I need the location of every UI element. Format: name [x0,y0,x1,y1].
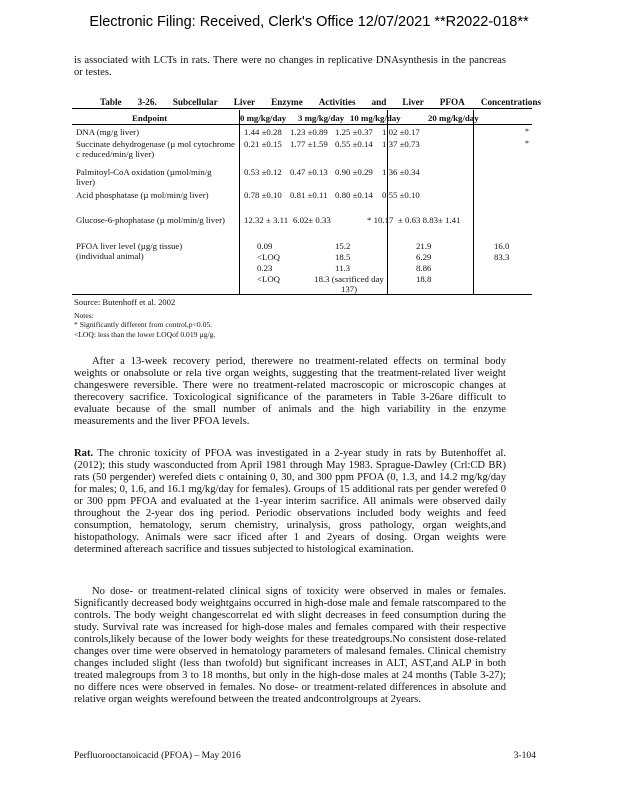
cell: 1.77 ±1.59 [290,139,328,149]
cell: 11.3 [335,263,351,273]
significance-mark: * [525,127,529,136]
cell: 0.55 ±0.14 [335,139,373,149]
cell: 18.8 [416,274,432,284]
cell: 0.78 ±0.10 [244,190,282,200]
filing-header: Electronic Filing: Received, Clerk's Office 12/07/2021 **R2022-018** [89,14,529,30]
table-head-dose-10: 10 mg/kg/day [350,113,401,123]
cell: 1.23 ±0.89 [290,127,328,137]
footer-doc-title: Perfluorooctanoicacid (PFOA) – May 2016 [74,750,241,761]
cell: ± 0.63 8.83± 1.41 [398,215,461,225]
intro-paragraph: is associated with LCTs in rats. There were no changes in replicative DNAsynthesis in the pancreas or testes. [74,55,506,78]
table-head-dose-0: 0 mg/kg/day [240,113,287,123]
cell: 0.81 ±0.11 [290,190,328,200]
table-head-endpoint: Endpoint [132,113,168,123]
cell: 12.32 ± 3.11 [244,215,289,225]
body-paragraph: No dose- or treatment-related clinical signs of toxicity were observed in males or females. Significantly decreased body weightgains occurred in high-dose male and female ratscompared to the controls. The body weight changescorrelat ed with slight decreases in feed consumption during the study. Survival rate was increased for high-dose males and females compared with their respective controls,likely because of the lower body weights for these treatedgroups.No consistent dose-related changes over time were observed in hematology parameters of malesand females. Clinical chemistry changes included slight (less than twofold) but significant increases in ALT, AST,and ALP in both treated malegroups from 3 to 18 months, but only in the high-dose males at 24 months (Table 3-27); no differe nces were observed in females. No dose- or treatment-related differences in absolute and relative organ weights werefound between the treated andcontrolgroups at 2years. [74,586,506,705]
rat-label: Rat. [74,448,94,459]
cell: 0.90 ±0.29 [335,167,373,177]
row-label-succinate: Succinate dehydrogenase (µ mol cytochrome c reduced/min/g liver) [76,139,235,159]
cell: 0.21 ±0.15 [244,139,282,149]
row-label-glucose: Glucose-6-phophatase (µ mol/min/g liver) [76,215,225,225]
table-head-dose-20: 20 mg/kg/day [428,113,479,123]
cell: 16.0 [494,241,510,251]
table-rule-bottom [72,294,532,295]
cell: 21.9 [416,241,432,251]
cell: <LOQ [257,252,281,262]
cell: 1.37 ±0.73 [382,139,420,149]
cell: <LOQ [257,274,281,284]
table-rule-head [72,124,532,125]
row-label-pfoa-level: PFOA liver level (µg/g tissue) (individual animal) [76,241,183,261]
cell: * 10.17 [367,215,394,225]
page-number: 3-104 [513,750,536,761]
cell: 83.3 [494,252,510,262]
table-caption: Table 3-26. Subcellular Liver Enzyme Activities and Liver PFOA Concentrations [100,97,542,107]
cell: 0.53 ±0.12 [244,167,282,177]
cell: 1.25 ±0.37 [335,127,373,137]
cell: 15.2 [335,241,351,251]
cell: 0.80 ±0.14 [335,190,373,200]
significance-mark: * [525,139,529,148]
body-paragraph: After a 13-week recovery period, therewere no treatment-related effects on terminal body weights or onabsolute or rela tive organ weights, suggesting that the treatment-related liver weight changeswere reversible. There were no treatment-related macroscopic or microscopic changes at therecovery sacrifice. Toxicological significance of the parameters in Table 3-26are difficult to evaluate because of the small number of animals and the high variability in the enzyme measurements and the liver PFOA levels. [74,356,506,427]
table-note: <LOQ: less than the lower LOQof 0.019 µg/g. [74,330,216,339]
cell: 18.5 [335,252,351,262]
cell: 0.55 ±0.10 [382,190,420,200]
cell: 1.36 ±0.34 [382,167,420,177]
row-label-acid-phosphatase: Acid phosphatase (µ mol/min/g liver) [76,190,209,200]
body-paragraph [74,448,506,556]
cell: 1.44 ±0.28 [244,127,282,137]
page-footer [74,750,536,761]
cell: 6.29 [416,252,432,262]
table-head-dose-3: 3 mg/kg/day [298,113,345,123]
table-col-divider [473,110,474,294]
cell: 1.02 ±0.17 [382,127,420,137]
table-col-divider [387,110,388,294]
cell: 0.23 [257,263,273,273]
cell: 8.86 [416,263,432,273]
table-notes-title: Notes: [74,311,94,320]
row-label-palmitoyl: Palmitoyl-CoA oxidation (µmol/min/g liver) [76,167,212,187]
table-source: Source: Butenhoff et al. 2002 [74,297,176,307]
cell: 0.47 ±0.13 [290,167,328,177]
table-rule-top [72,108,532,109]
cell: 18.3 (sacrificed day 137) [314,274,384,294]
cell: 0.09 [257,241,273,251]
table-note: * Significantly different from control,p<0.05. [74,320,213,329]
table-col-divider [239,110,240,294]
row-label-dna: DNA (mg/g liver) [76,127,140,137]
body-paragraph-text: The chronic toxicity of PFOA was investigated in a 2-year study in rats by Butenhoffet al. (2012); this study wasconducted from April 1981 through May 1983. Sprague-Dawley (Crl:CD BR) rats (50 pergender) werefed diets c ontaining 0, 30, and 300 ppm PFOA (0, 1.3, and 14.2 mg/kg/day for males; 0, 1.6, and 16.1 mg/kg/day for females). Groups of 15 additional rats per gender werefed 0 or 300 ppm PFOA and evaluated at the 1-year interim sacrifice. All animals were observed daily throughout the 2-year dos ing period. Periodic observations included body weights and feed consumption, hematology, serum chemistry, urinalysis, gross pathology, organ weights,and histopathology. Animals were sacr ificed after 1 and 2years of dosing. Organ weights were determined aftereach sacrifice and tissues subjected to histological examination. [74,448,506,555]
cell: 6.02± 0.33 [293,215,331,225]
